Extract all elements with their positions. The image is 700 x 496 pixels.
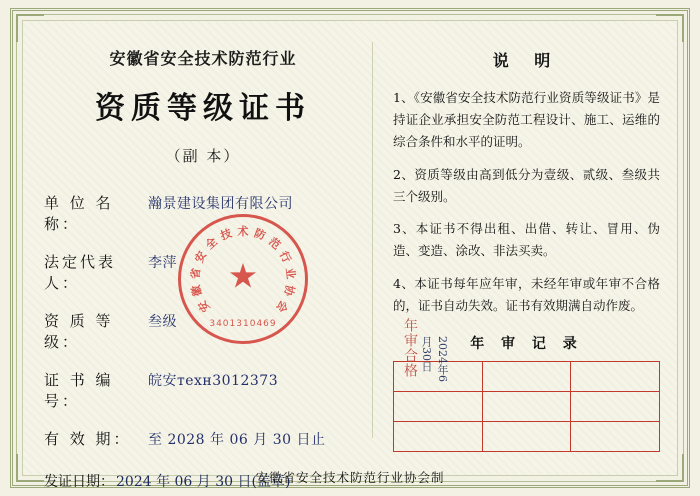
table-row (394, 391, 660, 421)
table-row (394, 361, 660, 391)
table-cell (482, 391, 571, 421)
table-cell (394, 317, 483, 391)
note-item-1: 1、《安徽省安全技术防范行业资质等级证书》是持证企业承担安全防范工程设计、施工、运维的综合条件和水平的证明。 (393, 90, 660, 149)
field-label-company: 单 位 名 称： (44, 194, 114, 233)
annual-review-heading: 年 审 记 录 (470, 335, 583, 352)
field-label-validity: 有 效 期： (44, 430, 132, 448)
field-value-grade: 叁级 (148, 314, 177, 330)
field-value-company: 瀚景建设集团有限公司 (148, 196, 293, 212)
table-cell (482, 421, 571, 451)
note-item-3: 3、本证书不得出租、出借、转让、冒用、伪造、变造、涂改、非法买卖。 (393, 221, 660, 259)
field-row-grade (44, 310, 362, 352)
field-label-legal-rep: 法定代表人： (44, 253, 117, 292)
right-column (379, 28, 670, 468)
column-divider (372, 42, 373, 438)
notes-heading: 说 明 (492, 51, 561, 70)
star-icon: ★ (227, 256, 259, 297)
field-value-certificate-number: 皖安техн3012373 (148, 373, 279, 389)
note-item-2: 2、资质等级由高到低分为壹级、贰级、叁级共三个级别。 (393, 166, 660, 204)
field-list (44, 192, 362, 449)
table-cell (394, 391, 483, 421)
field-row-certificate-number (44, 369, 362, 411)
annual-review-stamp: 年审合格 (402, 317, 418, 378)
field-row-validity (44, 428, 362, 449)
title-main: 资质等级证书 (95, 91, 311, 126)
issuing-authority-footer: 安徽省安全技术防范行业协会制 (255, 470, 445, 485)
field-value-legal-rep: 李萍 (148, 255, 177, 271)
annual-review-stamp-date: 2024年6月30日 (420, 335, 449, 382)
field-label-certificate-number: 证 书 编 号： (44, 371, 114, 410)
seal-ring-text: 安 徽 省 安 全 技 术 防 范 行 业 协 会 (188, 225, 298, 315)
note-item-4: 4、本证书每年应年审，未经年审或年审不合格的，证书自动失效。证书有效期满自动作废。 (393, 276, 660, 313)
field-value-validity: 至 2028 年 06 月 30 日止 (148, 432, 326, 448)
title-subheading: 安徽省安全技术防范行业 (109, 49, 297, 68)
table-cell (571, 421, 660, 451)
seal-number: 3401310469 (209, 319, 277, 329)
table-row (394, 421, 660, 451)
issue-date-value: 2024 年 06 月 30 日(盖章) (116, 474, 291, 490)
issue-date-label: 发证日期： (44, 474, 114, 490)
field-row-company (44, 192, 362, 234)
table-cell (394, 421, 483, 451)
table-cell (571, 391, 660, 421)
title-copy-marker: （副 本） (165, 147, 241, 165)
field-label-grade: 资 质 等 级： (44, 312, 114, 351)
table-cell (482, 361, 571, 391)
table-cell (571, 361, 660, 391)
